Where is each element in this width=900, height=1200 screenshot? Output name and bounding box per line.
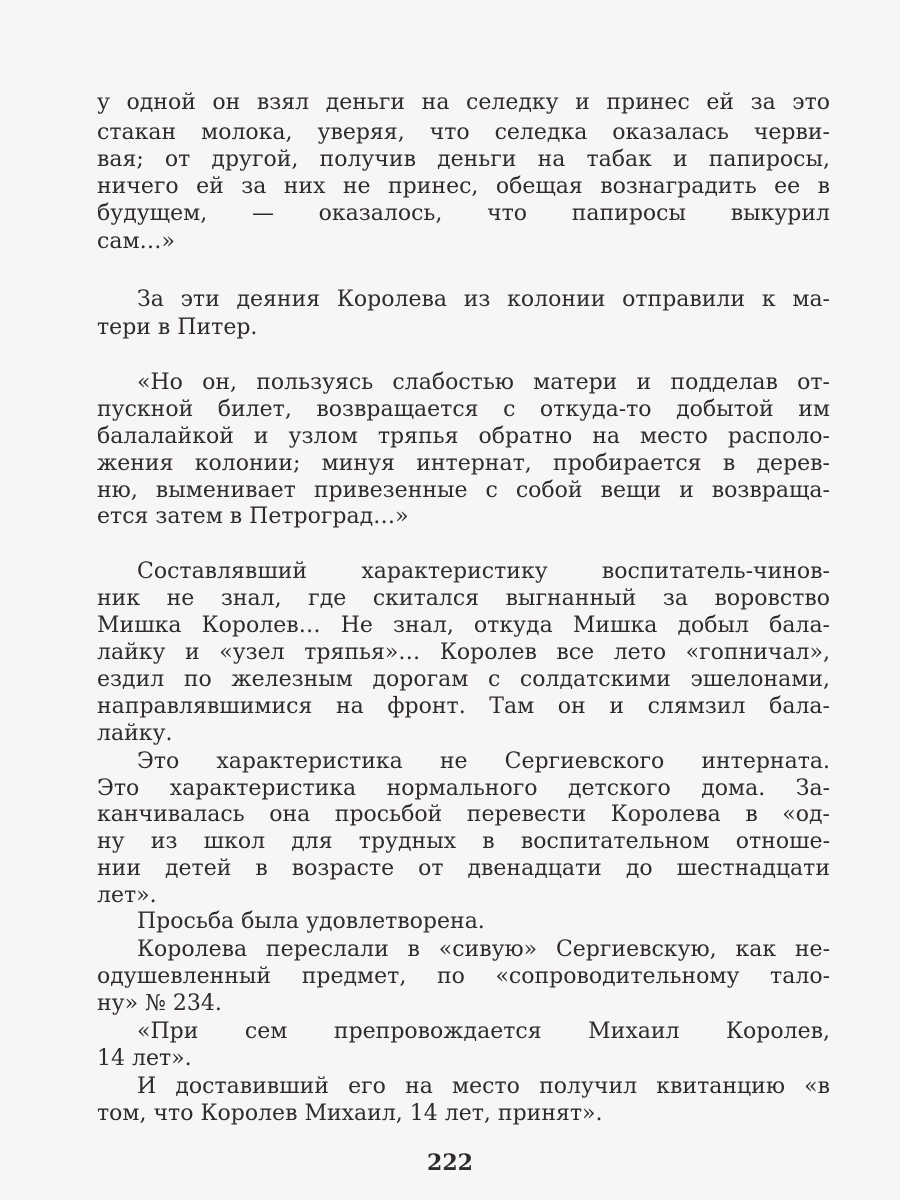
text-line: Мишка Королев… Не знал, откуда Мишка добыл бала-: [97, 613, 830, 638]
text-line: ню, выменивает привезенные с собой вещи и возвраща-: [97, 478, 830, 503]
text-line: направлявшимися на фронт. Там он и слямзил бала-: [97, 694, 830, 719]
text-line: лайку.: [97, 721, 173, 746]
text-line: сам…»: [97, 229, 176, 254]
text-line: будущем, — оказалось, что папиросы выкурил: [97, 201, 830, 226]
text-line: Королева переслали в «сивую» Сергиевскую, как не-: [137, 937, 830, 962]
page-number: 222: [427, 1150, 473, 1176]
text-line: жения колонии; минуя интернат, пробирается в дерев-: [97, 451, 830, 476]
text-line: у одной он взял деньги на селедку и принес ей за это: [97, 90, 830, 115]
text-line: «При сем препровождается Михаил Королев,: [137, 1019, 830, 1044]
text-line: Просьба была удовлетворена.: [137, 909, 485, 934]
text-line: одушевленный предмет, по «сопроводительному тало-: [97, 964, 830, 989]
text-line: 14 лет».: [97, 1046, 192, 1071]
text-line: тери в Питер.: [97, 315, 258, 340]
text-line: ну» № 234.: [97, 991, 222, 1016]
text-line: том, что Королев Михаил, 14 лет, принят».: [97, 1101, 603, 1126]
text-line: канчивалась она просьбой перевести Королева в «од-: [97, 802, 830, 827]
text-line: лайку и «узел тряпья»… Королев все лето «гопничал»,: [97, 640, 830, 665]
text-line: Составлявший характеристику воспитатель-чинов-: [137, 559, 830, 584]
text-line: Это характеристика не Сергиевского интерната.: [137, 749, 830, 774]
text-line: ездил по железным дорогам с солдатскими эшелонами,: [97, 667, 830, 692]
text-line: «Но он, пользуясь слабостью матери и подделав от-: [137, 370, 830, 395]
text-line: ничего ей за них не принес, обещая вознаградить ее в: [97, 174, 830, 199]
text-line: ется затем в Петроград…»: [97, 504, 409, 529]
text-line: ну из школ для трудных в воспитательном отноше-: [97, 829, 830, 854]
text-line: пускной билет, возвращается с откуда-то добытой им: [97, 397, 830, 422]
text-line: За эти деяния Королева из колонии отправили к ма-: [137, 287, 830, 312]
text-line: И доставивший его на место получил квитанцию «в: [137, 1074, 830, 1099]
text-line: стакан молока, уверяя, что селедка оказалась черви-: [97, 120, 830, 145]
text-line: нии детей в возрасте от двенадцати до шестнадцати: [97, 856, 830, 881]
text-line: Это характеристика нормального детского дома. За-: [97, 776, 830, 801]
text-line: лет».: [97, 883, 157, 908]
text-line: вая; от другой, получив деньги на табак и папиросы,: [97, 147, 830, 172]
text-line: ник не знал, где скитался выгнанный за воровство: [97, 586, 830, 611]
text-line: балалайкой и узлом тряпья обратно на место располо-: [97, 424, 830, 449]
